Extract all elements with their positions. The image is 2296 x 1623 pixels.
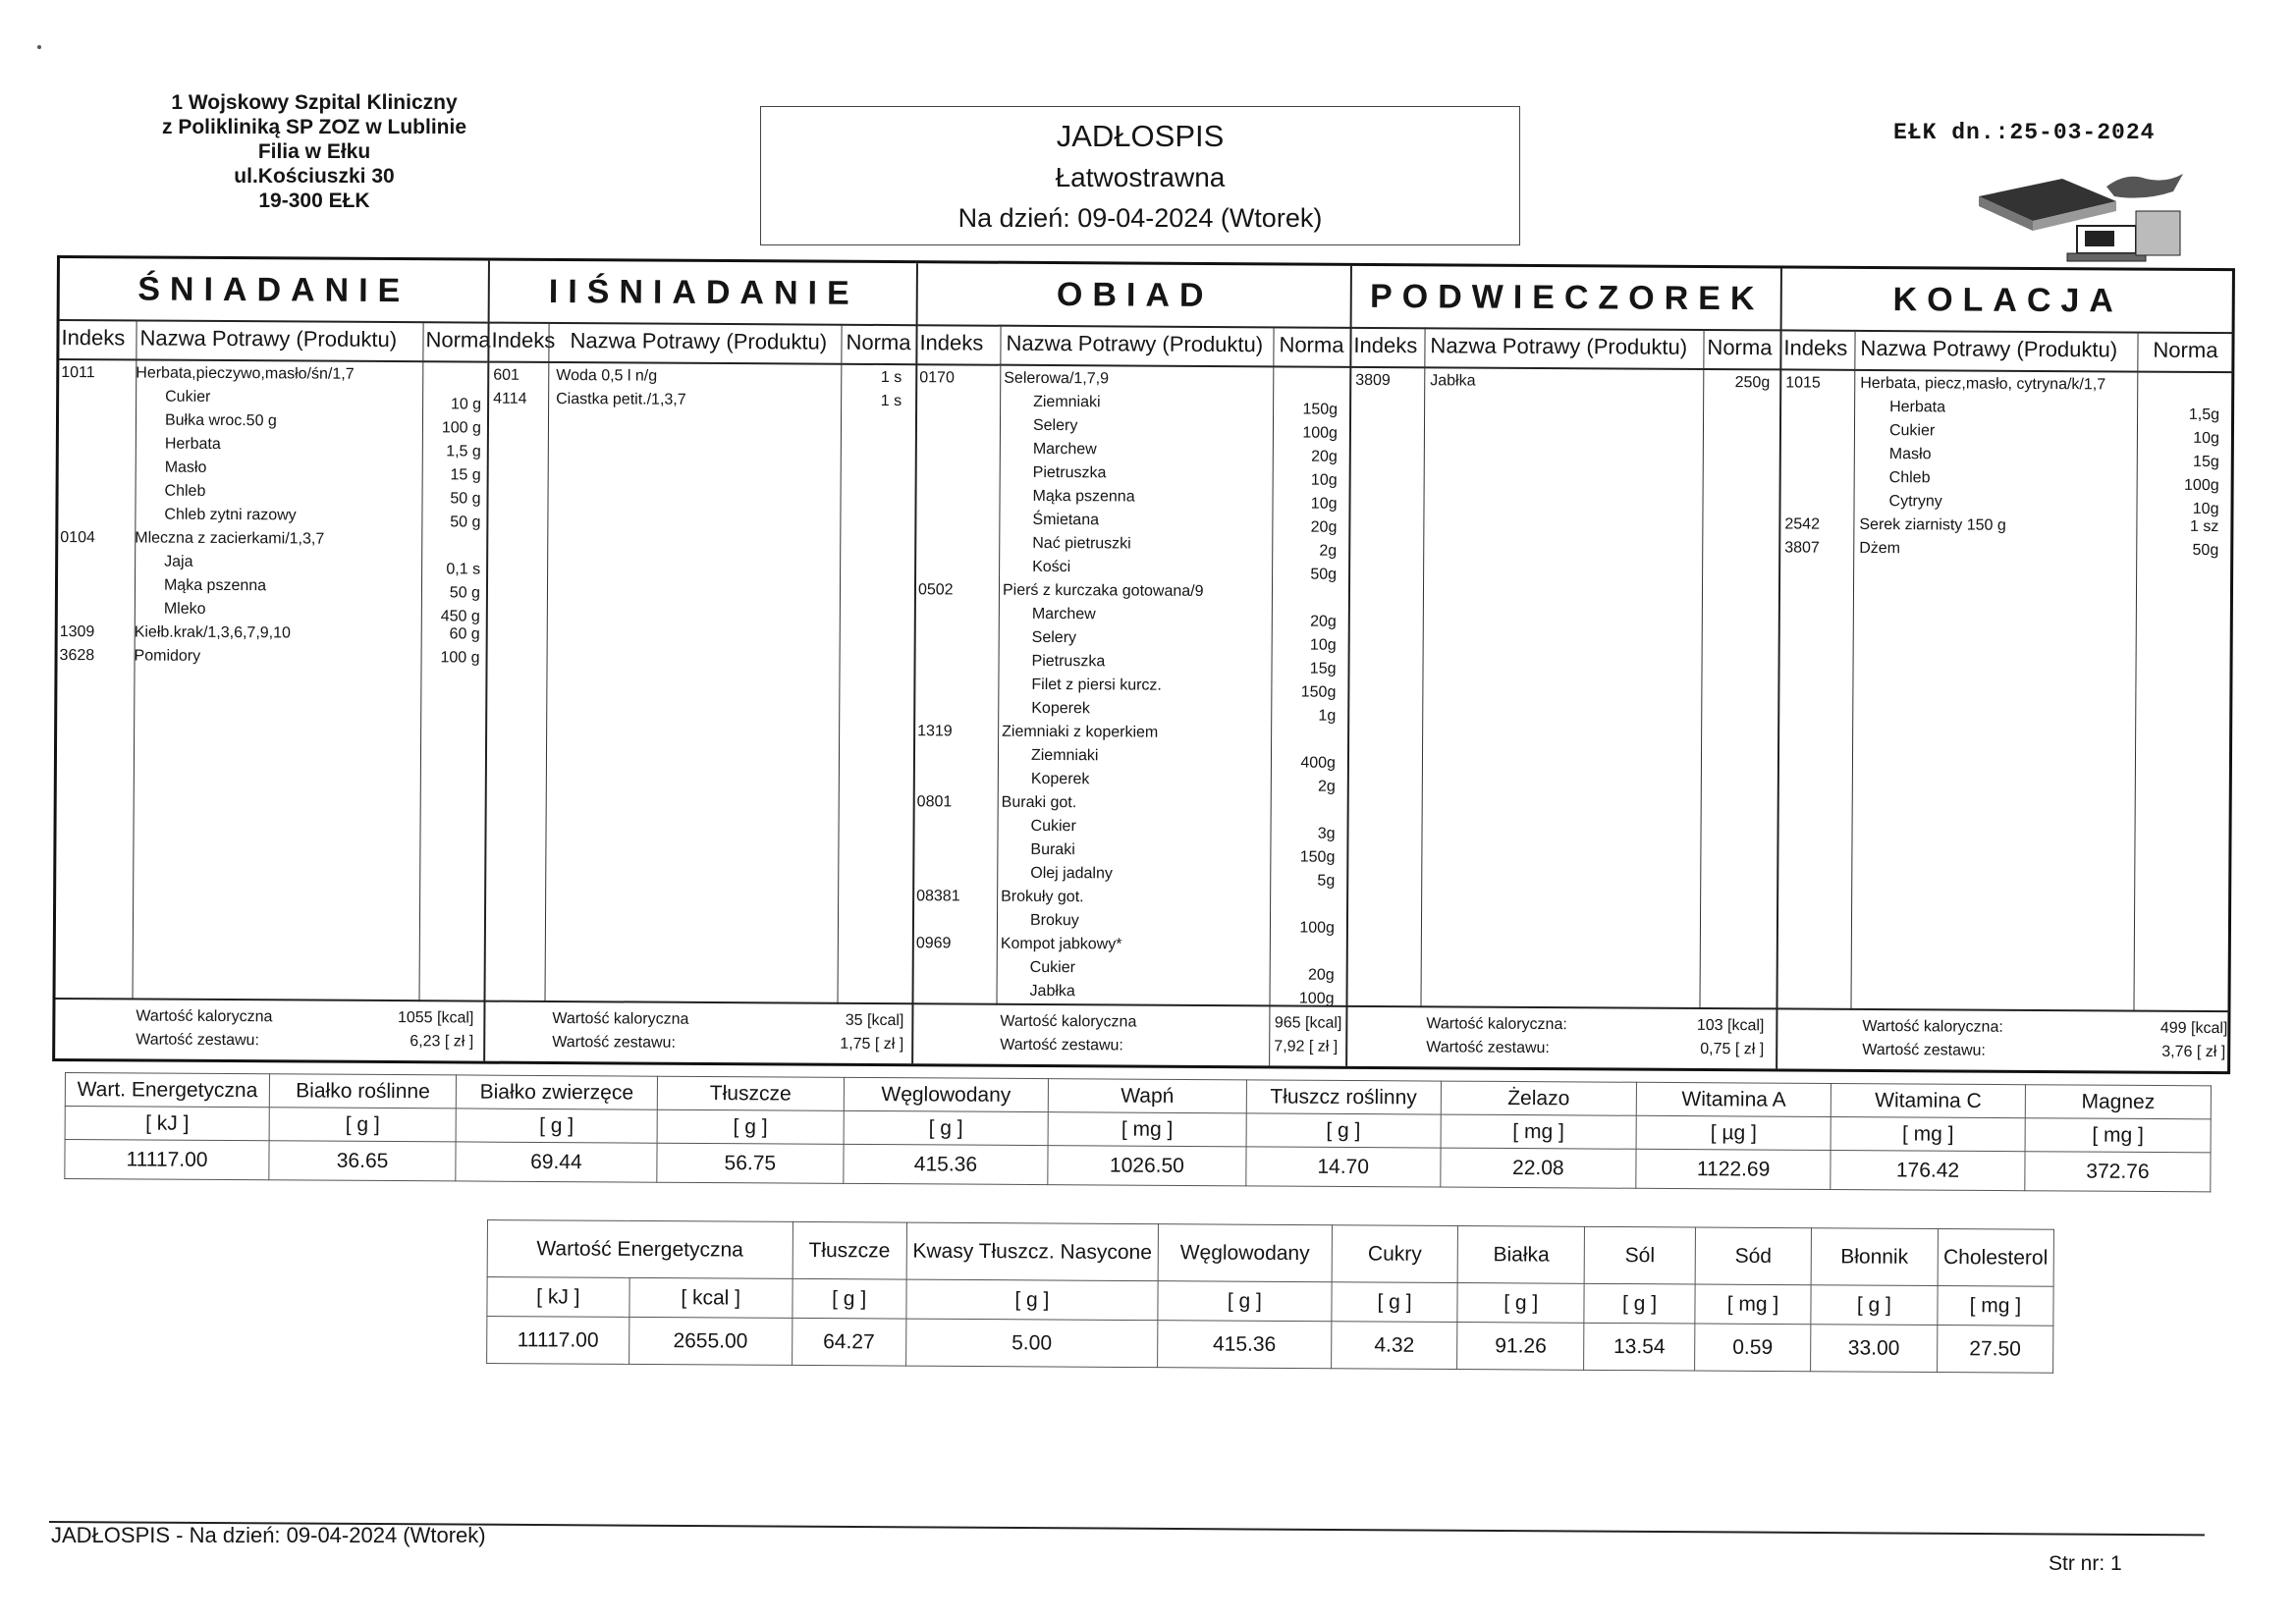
row-norm: 150g	[1299, 848, 1336, 866]
value-cell: 11117.00	[65, 1140, 269, 1180]
meal-summary	[1347, 1005, 1777, 1069]
row-ingredient: Cukier	[1888, 422, 1936, 440]
row-norm: 50 g	[450, 514, 481, 531]
row-dish: Kompot jabkowy*	[1000, 935, 1122, 953]
unit-cell: [ kcal ]	[629, 1277, 793, 1318]
nutrient-label: Tłuszcze	[793, 1221, 906, 1279]
row-norm: 50g	[2192, 541, 2219, 560]
nutrient-label: Wart. Energetyczna	[65, 1073, 269, 1108]
unit-cell: [ g ]	[1246, 1113, 1441, 1148]
row-norm: 250g	[1734, 374, 1771, 392]
row-index: 3628	[59, 647, 95, 665]
cost-label: Wartość zestawu:	[1426, 1039, 1550, 1057]
row-norm: 10g	[1310, 495, 1338, 513]
row-norm: 50 g	[449, 584, 481, 602]
row-index: 0170	[919, 369, 955, 387]
value-cell: 1122.69	[1636, 1149, 1831, 1189]
unit-cell: [ g ]	[269, 1108, 456, 1142]
header-norm: Norma	[846, 329, 911, 355]
row-norm: 2g	[1319, 542, 1338, 560]
unit-cell: [ mg ]	[1441, 1114, 1637, 1149]
row-ingredient: Buraki	[1030, 840, 1075, 859]
nutrient-label: Witamina A	[1637, 1082, 1831, 1116]
row-index: 0801	[916, 793, 953, 811]
unit-cell: [ g ]	[1811, 1285, 1938, 1325]
row-norm: 100g	[1298, 990, 1335, 1007]
energy-label: Wartość kaloryczna	[1000, 1012, 1137, 1031]
row-norm: 1,5 g	[446, 443, 481, 460]
row-dish: Herbata, piecz,masło, cytryna/k/1,7	[1860, 374, 2106, 394]
nutrient-label: Sód	[1695, 1227, 1811, 1285]
row-ingredient: Selery	[1032, 416, 1078, 435]
row-dish: Pomidory	[134, 647, 201, 665]
meal-summary	[55, 998, 483, 1061]
nutrient-label: Witamina C	[1831, 1083, 2025, 1117]
row-ingredient: Bułka wroc.50 g	[164, 411, 277, 430]
row-ingredient: Marchew	[1031, 605, 1096, 623]
nutrient-label: Magnez	[2025, 1085, 2211, 1119]
column-headers	[1781, 329, 2233, 373]
row-norm: 1,5g	[2188, 406, 2220, 424]
row-dish: Dżem	[1859, 539, 1901, 558]
energy-value: 965 [kcal]	[1274, 1014, 1342, 1032]
energy-label: Wartość kaloryczna:	[1862, 1017, 2003, 1036]
row-norm: 15g	[2193, 453, 2219, 471]
diet-name: Łatwostrawna	[1055, 162, 1226, 192]
unit-cell: [ g ]	[1158, 1281, 1332, 1322]
nutrient-label: Wapń	[1048, 1079, 1246, 1113]
row-norm: 400g	[1300, 754, 1337, 772]
meal-second-breakfast	[483, 261, 918, 1064]
energy-value: 35 [kcal]	[845, 1011, 904, 1030]
row-dish: Serek ziarnisty 150 g	[1859, 515, 2006, 534]
row-dish: Ciastka petit./1,3,7	[556, 391, 686, 408]
row-norm: 15 g	[450, 466, 481, 484]
row-ingredient: Cukier	[1029, 958, 1075, 977]
row-ingredient: Ziemniaki	[1030, 746, 1099, 765]
energy-value: 1055 [kcal]	[397, 1009, 474, 1027]
header-product: Nazwa Potrawy (Produktu)	[570, 328, 828, 354]
unit-cell: [ g ]	[1332, 1282, 1458, 1323]
row-norm: 15g	[1309, 660, 1337, 677]
page-title: JADŁOSPIS	[1056, 119, 1225, 153]
unit-cell: [ g ]	[657, 1109, 844, 1144]
row-index: 3807	[1784, 539, 1820, 557]
nutrition-table-summary	[486, 1219, 2054, 1374]
nutrient-label: Węglowodany	[844, 1077, 1048, 1111]
nutrient-label: Żelazo	[1441, 1081, 1637, 1115]
row-dish: Mleczna z zacierkami/1,3,7	[135, 529, 325, 548]
row-ingredient: Masło	[164, 459, 207, 476]
row-dish: Pierś z kurczaka gotowana/9	[1002, 581, 1204, 600]
unit-cell: [ mg ]	[1938, 1286, 2053, 1326]
row-ingredient: Pietruszka	[1031, 652, 1106, 671]
page-number: Str nr: 1	[2049, 1552, 2122, 1575]
header-index: Indeks	[1783, 335, 1848, 360]
row-dish: Woda 0,5 l n/g	[556, 367, 658, 385]
unit-cell: [ g ]	[906, 1279, 1159, 1321]
row-ingredient: Śmietana	[1032, 511, 1100, 529]
row-index: 1011	[61, 364, 95, 382]
header-norm: Norma	[1707, 334, 1773, 360]
row-ingredient: Koperek	[1030, 770, 1090, 788]
hospital-line: Filia w Ełku	[257, 140, 371, 163]
meal-title: IIŚNIADANIE	[490, 261, 918, 327]
row-norm: 20g	[1310, 518, 1338, 536]
value-cell: 69.44	[456, 1142, 657, 1182]
value-cell: 91.26	[1457, 1323, 1584, 1371]
nutrient-label: Tłuszcz roślinny	[1246, 1080, 1441, 1114]
value-cell: 64.27	[792, 1318, 905, 1366]
row-dish: Brokuły got.	[1001, 888, 1084, 906]
row-dish: Buraki got.	[1001, 793, 1077, 812]
row-ingredient: Kości	[1032, 558, 1071, 576]
row-index: 0969	[915, 935, 952, 952]
meal-lunch	[911, 263, 1352, 1066]
row-dish: Kiełb.krak/1,3,6,7,9,10	[134, 623, 291, 642]
value-cell: 13.54	[1584, 1323, 1695, 1371]
row-ingredient: Mąka pszenna	[163, 576, 267, 595]
meal-dinner	[1776, 268, 2234, 1071]
energy-label: Wartość kaloryczna:	[1426, 1015, 1567, 1034]
nutrient-label: Węglowodany	[1158, 1224, 1332, 1282]
hospital-line: 1 Wojskowy Szpital Kliniczny	[171, 91, 458, 114]
unit-cell: [ g ]	[1584, 1283, 1695, 1324]
header-product: Nazwa Potrawy (Produktu)	[1860, 335, 2118, 362]
row-norm: 20g	[1310, 613, 1337, 630]
unit-cell: [ g ]	[1457, 1283, 1584, 1324]
meal-title: ŚNIADANIE	[60, 258, 488, 324]
row-norm: 1 s	[880, 368, 902, 387]
meal-summary	[913, 1002, 1347, 1066]
row-dish: Herbata,pieczywo,masło/śn/1,7	[136, 364, 355, 383]
row-norm: 3g	[1317, 825, 1336, 842]
energy-label: Wartość kaloryczna	[136, 1007, 273, 1026]
row-norm: 100g	[1299, 919, 1336, 937]
header-norm: Norma	[1279, 332, 1344, 357]
menu-grid	[52, 255, 2235, 1074]
row-norm: 1g	[1318, 707, 1337, 725]
row-index: 0502	[917, 581, 954, 599]
hospital-address	[118, 90, 511, 213]
value-cell: 176.42	[1831, 1150, 2025, 1190]
row-norm: 50 g	[450, 490, 481, 508]
row-ingredient: Mleko	[163, 600, 206, 618]
nutrient-label: Błonnik	[1811, 1228, 1938, 1286]
value-cell: 36.65	[269, 1141, 456, 1181]
row-ingredient: Herbata	[1889, 399, 1946, 416]
row-ingredient: Filet z piersi kurcz.	[1031, 676, 1162, 694]
value-cell: 14.70	[1246, 1147, 1441, 1187]
header-product: Nazwa Potrawy (Produktu)	[139, 325, 398, 352]
column-headers	[489, 322, 917, 366]
row-ingredient: Jaja	[164, 553, 193, 570]
row-norm: 10g	[2192, 500, 2219, 518]
row-norm: 450 g	[440, 608, 480, 625]
cost-value: 6,23 [ zł ]	[410, 1033, 474, 1051]
cost-value: 7,92 [ zł ]	[1274, 1038, 1339, 1055]
nutrient-label: Sól	[1584, 1226, 1695, 1284]
unit-cell: [ g ]	[793, 1278, 906, 1319]
row-norm: 100g	[2184, 476, 2219, 495]
scan-speck	[37, 45, 41, 49]
row-ingredient: Cytryny	[1888, 493, 1942, 511]
row-norm: 1 s	[880, 392, 902, 410]
cost-value: 3,76 [ zł ]	[2161, 1043, 2226, 1061]
row-norm: 10g	[1310, 471, 1338, 489]
row-index: 1309	[59, 623, 95, 641]
meal-summary	[1777, 1007, 2229, 1071]
footer-text: JADŁOSPIS - Na dzień: 09-04-2024 (Wtorek)	[51, 1523, 486, 1547]
row-index: 601	[493, 366, 520, 384]
unit-cell: [ mg ]	[1831, 1116, 2025, 1151]
unit-cell: [ kJ ]	[487, 1277, 629, 1318]
row-norm: 10g	[2193, 429, 2219, 448]
row-ingredient: Mąka pszenna	[1032, 487, 1135, 506]
title-box	[760, 106, 1520, 245]
row-index: 1015	[1785, 374, 1821, 392]
cost-label: Wartość zestawu:	[1862, 1041, 1986, 1059]
header-norm: Norma	[2153, 337, 2218, 363]
row-norm: 1 sz	[2190, 517, 2219, 536]
header-norm: Norma	[425, 327, 491, 352]
row-ingredient: Herbata	[164, 435, 221, 453]
row-ingredient: Selery	[1031, 628, 1077, 647]
row-index: 3809	[1355, 371, 1391, 390]
row-norm: 2g	[1317, 778, 1336, 795]
energy-header: Wartość Energetyczna	[487, 1220, 793, 1279]
row-norm: 10 g	[450, 396, 482, 413]
row-norm: 5g	[1317, 872, 1336, 890]
row-ingredient: Cukier	[1030, 817, 1076, 836]
row-ingredient: Cukier	[165, 388, 211, 406]
row-ingredient: Brokuy	[1029, 911, 1079, 930]
header-index: Indeks	[61, 325, 126, 351]
value-cell: 1026.50	[1048, 1146, 1246, 1186]
row-dish: Selerowa/1,7,9	[1004, 369, 1110, 388]
row-ingredient: Marchew	[1032, 440, 1097, 459]
row-ingredient: Ziemniaki	[1033, 393, 1101, 411]
row-norm: 100 g	[441, 419, 482, 437]
row-norm: 100g	[1302, 424, 1338, 442]
energy-label: Wartość kaloryczna	[552, 1010, 689, 1028]
row-norm: 20g	[1311, 448, 1338, 465]
nutrient-label: Białka	[1458, 1226, 1585, 1284]
value-cell: 415.36	[844, 1144, 1048, 1184]
row-ingredient: Chleb zytni razowy	[164, 506, 297, 524]
unit-cell: [ g ]	[844, 1110, 1048, 1145]
row-norm: 0,1 s	[446, 561, 481, 578]
header-product: Nazwa Potrawy (Produktu)	[1006, 330, 1264, 357]
unit-cell: [ mg ]	[2025, 1118, 2211, 1153]
nutrient-label: Białko zwierzęce	[456, 1075, 657, 1109]
row-ingredient: Olej jadalny	[1030, 864, 1113, 883]
meal-title: KOLACJA	[1782, 268, 2234, 334]
column-headers	[1351, 327, 1781, 371]
value-cell: 0.59	[1695, 1324, 1811, 1372]
meal-title: OBIAD	[918, 263, 1352, 329]
row-ingredient: Koperek	[1031, 699, 1090, 718]
value-cell: 372.76	[2025, 1152, 2211, 1192]
meal-title: PODWIECZOREK	[1352, 266, 1782, 332]
row-dish: Ziemniaki z koperkiem	[1002, 723, 1159, 741]
value-cell: 4.32	[1331, 1322, 1457, 1370]
value-cell: 415.36	[1158, 1321, 1332, 1369]
row-index: 08381	[916, 888, 960, 905]
row-ingredient: Chleb	[1888, 469, 1931, 487]
menu-date: Na dzień: 09-04-2024 (Wtorek)	[957, 203, 1323, 233]
issue-date: EŁK dn.:25-03-2024	[1893, 120, 2156, 145]
row-norm: 150g	[1302, 401, 1339, 418]
unit-cell: [ kJ ]	[65, 1107, 269, 1141]
nutrient-label: Kwasy Tłuszcz. Nasycone	[906, 1222, 1159, 1281]
value-cell: 27.50	[1937, 1325, 2053, 1374]
nutrient-label: Białko roślinne	[269, 1074, 456, 1109]
nutrient-label: Cukry	[1332, 1225, 1458, 1283]
row-index: 4114	[493, 390, 527, 407]
meal-summary	[485, 1001, 913, 1064]
header-index: Indeks	[491, 327, 556, 353]
value-cell: 22.08	[1440, 1148, 1636, 1188]
value-cell: 56.75	[657, 1143, 844, 1183]
unit-cell: [ µg ]	[1636, 1115, 1831, 1150]
value-cell: 5.00	[905, 1319, 1158, 1368]
row-norm: 150g	[1300, 683, 1337, 701]
row-ingredient: Jabłka	[1029, 982, 1075, 1001]
header-index: Indeks	[1353, 332, 1418, 358]
nutrient-label: Tłuszcze	[657, 1076, 844, 1110]
value-cell: 33.00	[1811, 1325, 1938, 1373]
value-cell: 2655.00	[629, 1317, 792, 1365]
row-ingredient: Chleb	[164, 482, 206, 500]
cost-value: 0,75 [ zł ]	[1700, 1040, 1765, 1058]
book-computer-icon	[1969, 157, 2195, 265]
row-index: 1319	[917, 723, 953, 740]
row-norm: 10g	[1309, 636, 1337, 654]
nutrition-table-daily	[64, 1072, 2212, 1192]
meal-breakfast	[55, 258, 491, 1061]
energy-value: 499 [kcal]	[2159, 1019, 2228, 1038]
header-index: Indeks	[919, 330, 984, 355]
row-ingredient: Pietruszka	[1032, 463, 1107, 482]
hospital-line: 19-300 EŁK	[258, 189, 370, 212]
row-norm: 100 g	[440, 649, 480, 667]
cost-label: Wartość zestawu:	[552, 1034, 676, 1052]
header-product: Nazwa Potrawy (Produktu)	[1430, 333, 1688, 359]
column-headers	[917, 324, 1351, 368]
cost-value: 1,75 [ zł ]	[840, 1035, 904, 1054]
row-norm: 20g	[1307, 966, 1335, 984]
energy-value: 103 [kcal]	[1696, 1016, 1765, 1035]
value-cell: 11117.00	[487, 1317, 629, 1365]
row-index: 2542	[1784, 515, 1821, 533]
row-ingredient: Masło	[1888, 446, 1932, 463]
cost-label: Wartość zestawu:	[136, 1031, 259, 1050]
unit-cell: [ mg ]	[1048, 1112, 1246, 1147]
row-ingredient: Nać pietruszki	[1032, 534, 1131, 553]
meal-afternoon-snack	[1345, 266, 1782, 1069]
hospital-line: ul.Kościuszki 30	[234, 165, 395, 188]
row-index: 0104	[60, 529, 95, 547]
unit-cell: [ mg ]	[1695, 1284, 1811, 1325]
cost-label: Wartość zestawu:	[1000, 1036, 1123, 1055]
hospital-line: z Polikliniką SP ZOZ w Lublinie	[162, 116, 466, 138]
nutrient-label: Cholesterol	[1938, 1229, 2054, 1287]
row-norm: 60 g	[449, 625, 480, 643]
unit-cell: [ g ]	[456, 1109, 657, 1143]
row-norm: 50g	[1310, 566, 1338, 583]
row-dish: Jabłka	[1430, 372, 1476, 390]
